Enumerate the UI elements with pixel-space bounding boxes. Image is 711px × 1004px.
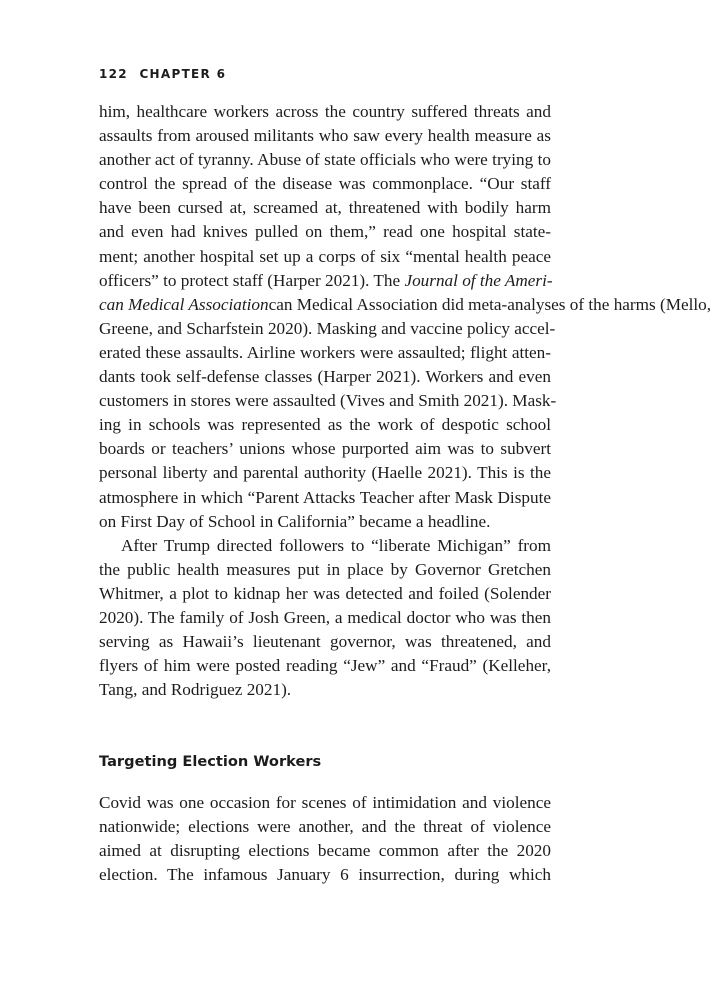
journal-title-italic: Journal of the Ameri- [404, 270, 553, 290]
text-line: dants took self-defense classes (Harper 2021). Workers and even [99, 367, 551, 387]
text-line: the public health measures put in place by Governor Gretchen [99, 559, 551, 579]
text-line: ing in schools was represented as the work of despotic school [99, 415, 551, 435]
body-text-lower [99, 791, 551, 887]
page-number: 122 [99, 67, 128, 81]
text-line: personal liberty and parental authority (Haelle 2021). This is the [99, 463, 551, 483]
text-segment: can Medical Association did meta-analyses of the harms (Mello, [268, 294, 711, 314]
text-line: control the spread of the disease was commonplace. “Our staff [99, 174, 551, 194]
text-line: erated these assaults. Airline workers were assaulted; flight atten- [99, 342, 551, 362]
text-line-with-italic [99, 269, 551, 293]
text-line: and even had knives pulled on them,” read one hospital state- [99, 222, 551, 242]
text-line: flyers of him were posted reading “Jew” and “Fraud” (Kelleher, [99, 656, 551, 676]
text-line: atmosphere in which “Parent Attacks Teacher after Mask Dispute [99, 487, 551, 507]
text-line: serving as Hawaii’s lieutenant governor, was threatened, and [99, 632, 551, 652]
text-line: him, healthcare workers across the country suffered threats and [99, 102, 551, 121]
text-line: election. The infamous January 6 insurrection, during which [99, 865, 551, 885]
text-line: have been cursed at, screamed at, threatened with bodily harm [99, 198, 551, 218]
body-text-upper [99, 100, 711, 702]
text-line: nationwide; elections were another, and the threat of violence [99, 817, 551, 837]
text-segment: officers” to protect staff (Harper 2021). The [99, 270, 405, 290]
text-line: Tang, and Rodriguez 2021). [99, 680, 292, 700]
text-line: Covid was one occasion for scenes of intimidation and violence [99, 793, 551, 812]
text-line: another act of tyranny. Abuse of state officials who were trying to [99, 150, 551, 170]
text-line: After Trump directed followers to “liberate Michigan” from [121, 535, 551, 555]
text-line: assaults from aroused militants who saw every health measure as [99, 126, 551, 146]
chapter-label: CHAPTER 6 [139, 67, 227, 81]
text-line: on First Day of School in California” became a headline. [99, 511, 491, 531]
text-line: Whitmer, a plot to kidnap her was detected and foiled (Solender [99, 583, 551, 603]
journal-title-italic: can Medical Association [99, 294, 269, 314]
running-head [99, 67, 226, 81]
text-line: ment; another hospital set up a corps of six “mental health peace [99, 246, 551, 266]
text-line: 2020). The family of Josh Green, a medical doctor who was then [99, 607, 551, 627]
text-line: boards or teachers’ unions whose purported aim was to subvert [99, 439, 551, 459]
text-line: aimed at disrupting elections became common after the 2020 [99, 841, 551, 861]
text-line: customers in stores were assaulted (Vives and Smith 2021). Mask- [99, 391, 557, 411]
text-line-with-italic [99, 293, 711, 317]
text-line: Greene, and Scharfstein 2020). Masking and vaccine policy accel- [99, 318, 556, 338]
section-heading: Targeting Election Workers [99, 753, 322, 770]
